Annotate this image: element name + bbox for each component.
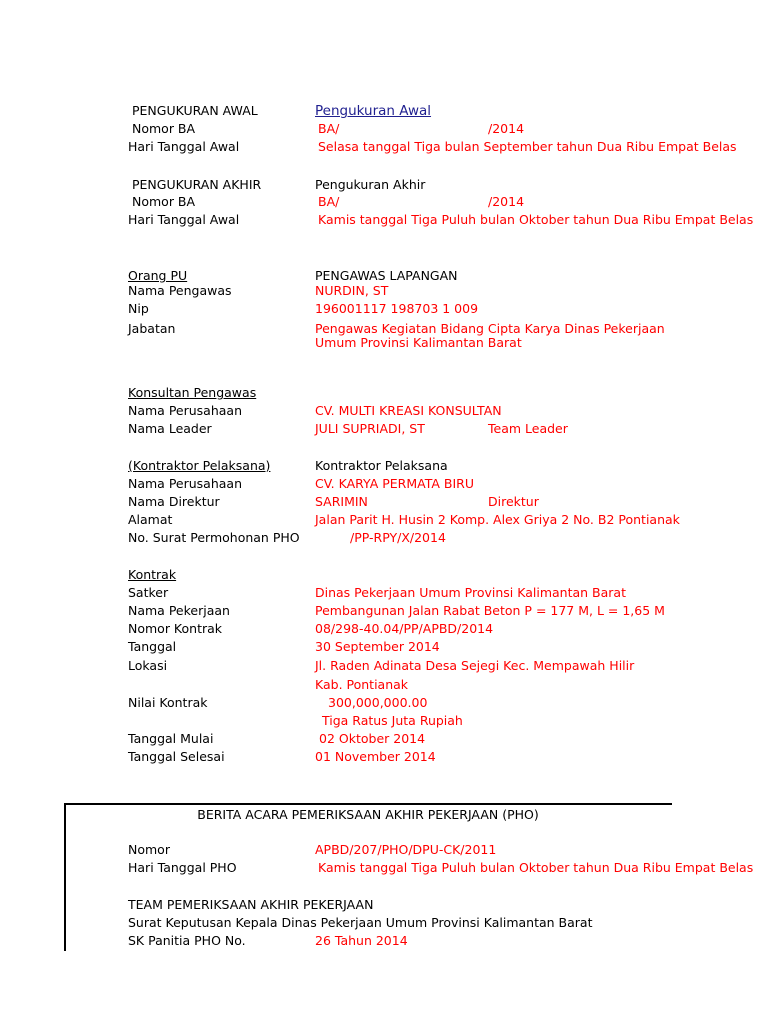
row-tanggal: [0, 638, 768, 656]
row-nomor-kontrak: [0, 620, 768, 638]
surat-label: No. Surat Permohonan PHO: [128, 530, 300, 545]
konsultan-perusahaan-value: CV. MULTI KREASI KONSULTAN: [315, 403, 502, 418]
pengukuran-awal-link[interactable]: Pengukuran Awal: [315, 103, 432, 119]
row-nilai-terbilang: [0, 712, 768, 730]
sk-label: SK Panitia PHO No.: [128, 933, 246, 948]
satker-value: Dinas Pekerjaan Umum Provinsi Kalimantan Barat: [315, 585, 626, 600]
awal-nomor-ba: BA/: [318, 121, 340, 136]
nama-pengawas-label: Nama Pengawas: [128, 283, 232, 298]
direktur-value: SARIMIN: [315, 494, 368, 509]
sk-value: 26 Tahun 2014: [315, 933, 408, 948]
ba-nomor-label: Nomor: [128, 842, 170, 857]
akhir-nomor-label: Nomor BA: [132, 194, 196, 209]
row-konsultan: [0, 384, 768, 402]
row-nama-pengawas: [0, 282, 768, 300]
nip-value: 196001117 198703 1 009: [315, 301, 479, 316]
berita-acara-title: BERITA ACARA PEMERIKSAAN AKHIR PEKERJAAN (PHO): [197, 807, 539, 822]
nilai-value: 300,000,000.00: [328, 695, 428, 710]
konsultan-heading: Konsultan Pengawas: [128, 385, 257, 400]
lokasi-label: Lokasi: [128, 658, 168, 673]
kontrak-heading: Kontrak: [128, 567, 177, 582]
direktur-label: Nama Direktur: [128, 494, 220, 509]
pekerjaan-label: Nama Pekerjaan: [128, 603, 230, 618]
tanggal-label: Tanggal: [128, 639, 177, 654]
nomor-kontrak-label: Nomor Kontrak: [128, 621, 223, 636]
ba-hari-value: Kamis tanggal Tiga Puluh bulan Oktober tahun Dua Ribu Empat Belas: [318, 860, 754, 875]
awal-hari-value: Selasa tanggal Tiga bulan September tahun Dua Ribu Empat Belas: [318, 139, 737, 154]
row-lokasi-2: [0, 676, 768, 694]
row-direktur: [0, 493, 768, 511]
team-heading: TEAM PEMERIKSAAN AKHIR PEKERJAAN: [128, 897, 374, 912]
sk-text: Surat Keputusan Kepala Dinas Pekerjaan Umum Provinsi Kalimantan Barat: [128, 915, 593, 930]
selesai-value: 01 November 2014: [315, 749, 436, 764]
orang-pu-heading: Orang PU: [128, 268, 188, 283]
mulai-value: 02 Oktober 2014: [319, 731, 426, 746]
box-top-border: [64, 803, 672, 805]
pengukuran-akhir-heading: PENGUKURAN AKHIR: [132, 177, 262, 192]
awal-hari-label: Hari Tanggal Awal: [128, 139, 240, 154]
akhir-nomor-year: /2014: [488, 194, 525, 209]
alamat-label: Alamat: [128, 512, 173, 527]
alamat-value: Jalan Parit H. Husin 2 Komp. Alex Griya 2 No. B2 Pontianak: [315, 512, 680, 527]
row-surat-permohonan: [0, 529, 768, 547]
nama-pengawas-value: NURDIN, ST: [315, 283, 389, 298]
kontraktor-perusahaan-value: CV. KARYA PERMATA BIRU: [315, 476, 474, 491]
awal-nomor-year: /2014: [488, 121, 525, 136]
awal-nomor-label: Nomor BA: [132, 121, 196, 136]
lokasi-value-2: Kab. Pontianak: [315, 677, 409, 692]
lokasi-value-1: Jl. Raden Adinata Desa Sejegi Kec. Mempawah Hilir: [315, 658, 635, 673]
pengukuran-awal-heading: PENGUKURAN AWAL: [132, 103, 258, 118]
row-pengukuran-akhir: [0, 176, 768, 194]
akhir-hari-label: Hari Tanggal Awal: [128, 212, 240, 227]
surat-value: /PP-RPY/X/2014: [350, 530, 446, 545]
row-lokasi: [0, 657, 768, 675]
tanggal-value: 30 September 2014: [315, 639, 440, 654]
direktur-role: Direktur: [488, 494, 539, 509]
leader-label: Nama Leader: [128, 421, 212, 436]
jabatan-label: Jabatan: [128, 321, 176, 336]
row-pengukuran-awal: [0, 102, 768, 120]
row-akhir-hari: [0, 211, 768, 229]
kontraktor-perusahaan-label: Nama Perusahaan: [128, 476, 243, 491]
row-konsultan-leader: [0, 420, 768, 438]
nomor-kontrak-value: 08/298-40.04/PP/APBD/2014: [315, 621, 494, 636]
akhir-nomor-ba: BA/: [318, 194, 340, 209]
satker-label: Satker: [128, 585, 169, 600]
row-akhir-nomor: [0, 193, 768, 211]
row-awal-nomor: [0, 120, 768, 138]
row-jabatan: [0, 320, 768, 354]
row-sk-text: [0, 914, 768, 932]
orang-pu-role: PENGAWAS LAPANGAN: [315, 268, 458, 283]
pengukuran-akhir-title: Pengukuran Akhir: [315, 177, 426, 192]
mulai-label: Tanggal Mulai: [128, 731, 214, 746]
row-team-heading: [0, 896, 768, 914]
kontraktor-heading: (Kontraktor Pelaksana): [128, 458, 271, 473]
row-awal-hari: [0, 138, 768, 156]
row-ba-nomor: [0, 841, 768, 859]
ba-hari-label: Hari Tanggal PHO: [128, 860, 237, 875]
row-kontraktor: [0, 457, 768, 475]
pekerjaan-value: Pembangunan Jalan Rabat Beton P = 177 M, L = 1,65 M: [315, 603, 665, 618]
row-satker: [0, 584, 768, 602]
konsultan-perusahaan-label: Nama Perusahaan: [128, 403, 243, 418]
leader-value: JULI SUPRIADI, ST: [315, 421, 425, 436]
row-sk-panitia: [0, 932, 768, 950]
kontraktor-title: Kontraktor Pelaksana: [315, 458, 448, 473]
row-nilai-kontrak: [0, 694, 768, 712]
nilai-terbilang: Tiga Ratus Juta Rupiah: [322, 713, 463, 728]
row-kontraktor-perusahaan: [0, 475, 768, 493]
akhir-hari-value: Kamis tanggal Tiga Puluh bulan Oktober tahun Dua Ribu Empat Belas: [318, 212, 754, 227]
nilai-label: Nilai Kontrak: [128, 695, 208, 710]
leader-role: Team Leader: [488, 421, 568, 436]
row-kontrak: [0, 566, 768, 584]
selesai-label: Tanggal Selesai: [128, 749, 225, 764]
row-alamat: [0, 511, 768, 529]
row-konsultan-perusahaan: [0, 402, 768, 420]
ba-nomor-value: APBD/207/PHO/DPU-CK/2011: [315, 842, 497, 857]
row-tanggal-mulai: [0, 730, 768, 748]
row-nip: [0, 300, 768, 318]
nip-label: Nip: [128, 301, 149, 316]
row-ba-hari: [0, 859, 768, 877]
jabatan-value: Pengawas Kegiatan Bidang Cipta Karya Dinas Pekerjaan Umum Provinsi Kalimantan Barat: [315, 321, 665, 350]
row-tanggal-selesai: [0, 748, 768, 766]
row-nama-pekerjaan: [0, 602, 768, 620]
